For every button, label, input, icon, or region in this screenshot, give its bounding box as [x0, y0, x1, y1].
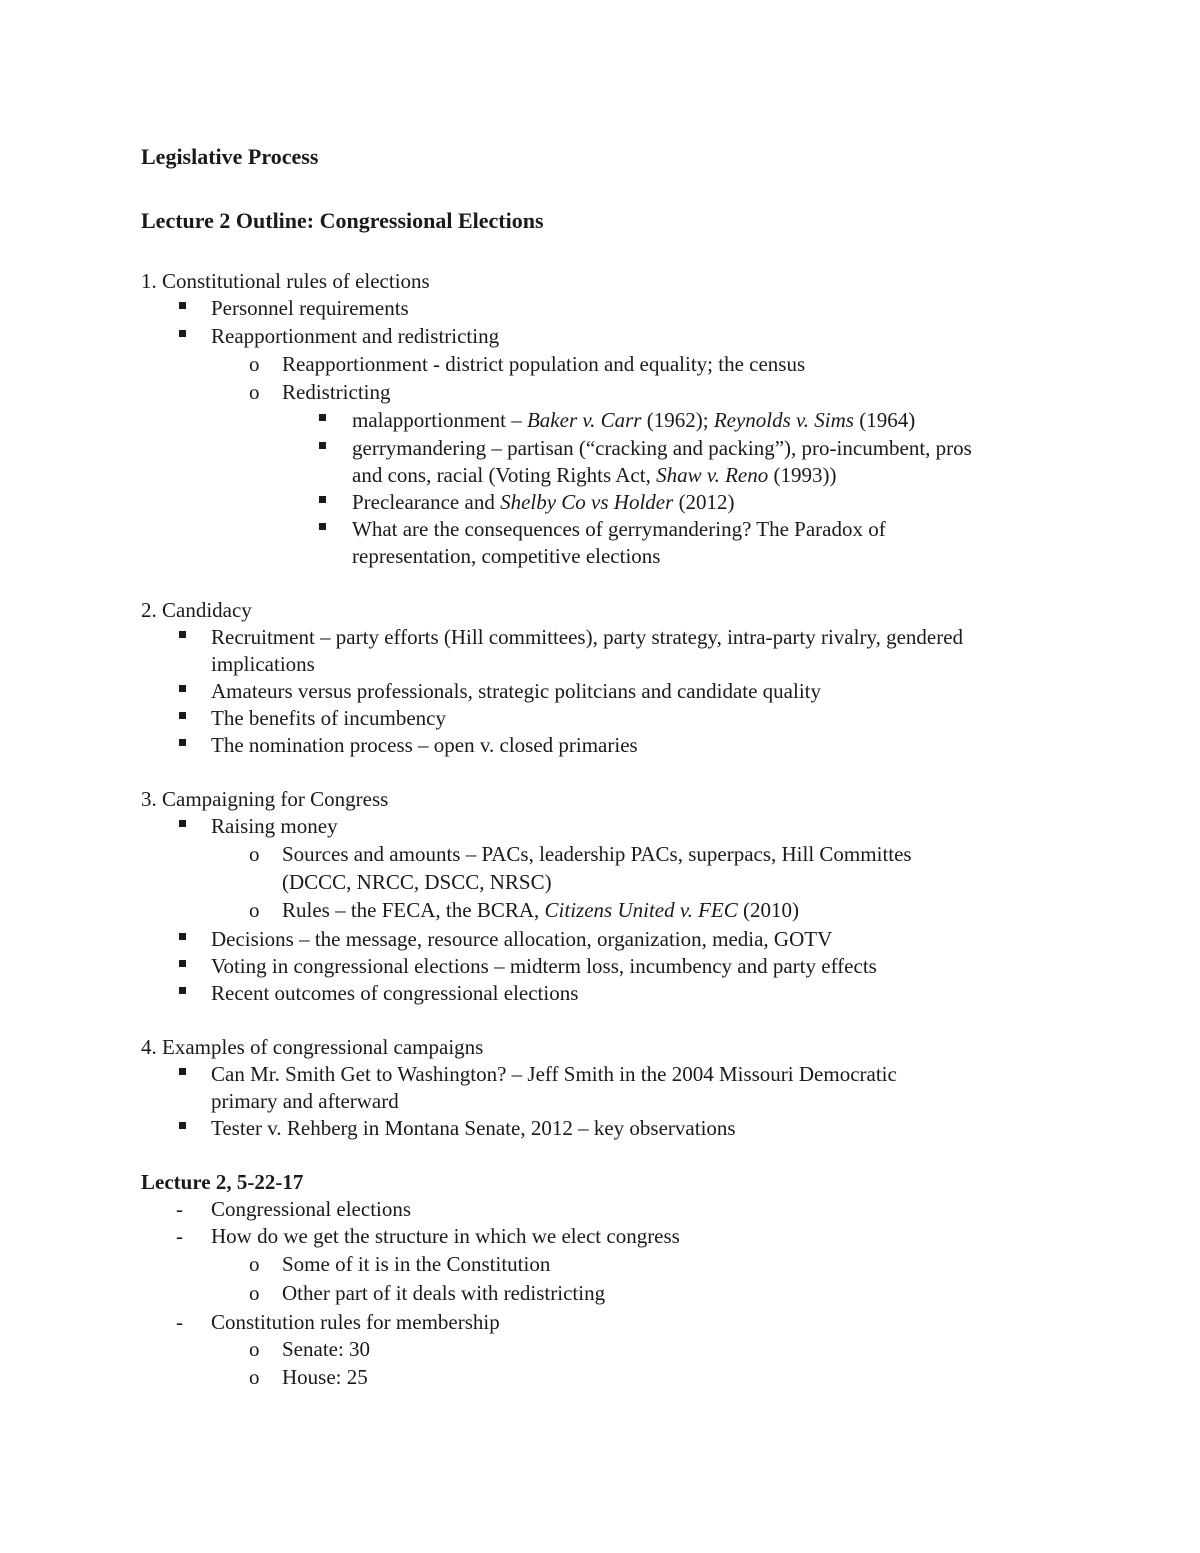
- list-item: Constitution rules for membership: [211, 1310, 500, 1334]
- list-item: Recruitment – party efforts (Hill committees), party strategy, intra-party rivalry, gendered: [211, 625, 964, 649]
- square-bullet-icon: [319, 414, 326, 421]
- document-subtitle: Lecture 2 Outline: Congressional Elections: [141, 208, 544, 233]
- circle-bullet-icon: o: [249, 1281, 260, 1305]
- circle-bullet-icon: o: [249, 1252, 260, 1276]
- list-item: The nomination process – open v. closed primaries: [211, 733, 638, 757]
- square-bullet-icon: [319, 442, 326, 449]
- list-item: Sources and amounts – PACs, leadership PACs, superpacs, Hill Committes: [282, 842, 912, 866]
- list-item: How do we get the structure in which we elect congress: [211, 1224, 680, 1248]
- square-bullet-icon: [179, 933, 186, 940]
- circle-bullet-icon: o: [249, 1337, 260, 1361]
- document-title: Legislative Process: [141, 144, 319, 169]
- list-item: Congressional elections: [211, 1197, 412, 1221]
- square-bullet-icon: [179, 685, 186, 692]
- square-bullet-icon: [179, 631, 186, 638]
- section-2-heading: 2. Candidacy: [141, 598, 252, 622]
- list-item-continuation: implications: [211, 652, 315, 676]
- list-item: Voting in congressional elections – midterm loss, incumbency and party effects: [211, 954, 877, 978]
- square-bullet-icon: [179, 302, 186, 309]
- list-item: Rules – the FECA, the BCRA, Citizens United v. FEC (2010): [282, 898, 800, 922]
- dash-bullet-icon: -: [176, 1197, 183, 1221]
- list-item-continuation: (DCCC, NRCC, DSCC, NRSC): [282, 870, 552, 894]
- section-3-heading: 3. Campaigning for Congress: [141, 787, 389, 811]
- list-item: Can Mr. Smith Get to Washington? – Jeff Smith in the 2004 Missouri Democratic: [211, 1062, 897, 1086]
- list-item: Some of it is in the Constitution: [282, 1252, 551, 1276]
- square-bullet-icon: [179, 960, 186, 967]
- list-item-continuation: representation, competitive elections: [352, 544, 661, 568]
- square-bullet-icon: [319, 523, 326, 530]
- square-bullet-icon: [179, 1068, 186, 1075]
- circle-bullet-icon: o: [249, 842, 260, 866]
- list-item: malapportionment – Baker v. Carr (1962); Reynolds v. Sims (1964): [352, 408, 916, 432]
- circle-bullet-icon: o: [249, 352, 260, 376]
- list-item: Tester v. Rehberg in Montana Senate, 2012 – key observations: [211, 1116, 736, 1140]
- square-bullet-icon: [179, 739, 186, 746]
- list-item: Senate: 30: [282, 1337, 371, 1361]
- list-item: Reapportionment and redistricting: [211, 324, 500, 348]
- list-item: Preclearance and Shelby Co vs Holder (2012): [352, 490, 735, 514]
- square-bullet-icon: [179, 987, 186, 994]
- list-item-continuation: and cons, racial (Voting Rights Act, Shaw v. Reno (1993)): [352, 463, 837, 487]
- list-item: Decisions – the message, resource allocation, organization, media, GOTV: [211, 927, 833, 951]
- square-bullet-icon: [179, 330, 186, 337]
- list-item: Recent outcomes of congressional elections: [211, 981, 579, 1005]
- section-1-heading: 1. Constitutional rules of elections: [141, 269, 430, 293]
- dash-bullet-icon: -: [176, 1310, 183, 1334]
- list-item: Other part of it deals with redistricting: [282, 1281, 606, 1305]
- list-item: What are the consequences of gerrymandering? The Paradox of: [352, 517, 886, 541]
- circle-bullet-icon: o: [249, 380, 260, 404]
- square-bullet-icon: [319, 496, 326, 503]
- square-bullet-icon: [179, 1122, 186, 1129]
- square-bullet-icon: [179, 820, 186, 827]
- list-item: Reapportionment - district population and equality; the census: [282, 352, 806, 376]
- list-item: The benefits of incumbency: [211, 706, 446, 730]
- circle-bullet-icon: o: [249, 1365, 260, 1389]
- list-item: gerrymandering – partisan (“cracking and packing”), pro-incumbent, pros: [352, 436, 972, 460]
- list-item: Raising money: [211, 814, 338, 838]
- circle-bullet-icon: o: [249, 898, 260, 922]
- list-item: Redistricting: [282, 380, 391, 404]
- section-4-heading: 4. Examples of congressional campaigns: [141, 1035, 484, 1059]
- list-item: Personnel requirements: [211, 296, 409, 320]
- dash-bullet-icon: -: [176, 1224, 183, 1248]
- list-item: Amateurs versus professionals, strategic politcians and candidate quality: [211, 679, 821, 703]
- notes-heading: Lecture 2, 5-22-17: [141, 1170, 304, 1194]
- list-item: House: 25: [282, 1365, 368, 1389]
- list-item-continuation: primary and afterward: [211, 1089, 399, 1113]
- square-bullet-icon: [179, 712, 186, 719]
